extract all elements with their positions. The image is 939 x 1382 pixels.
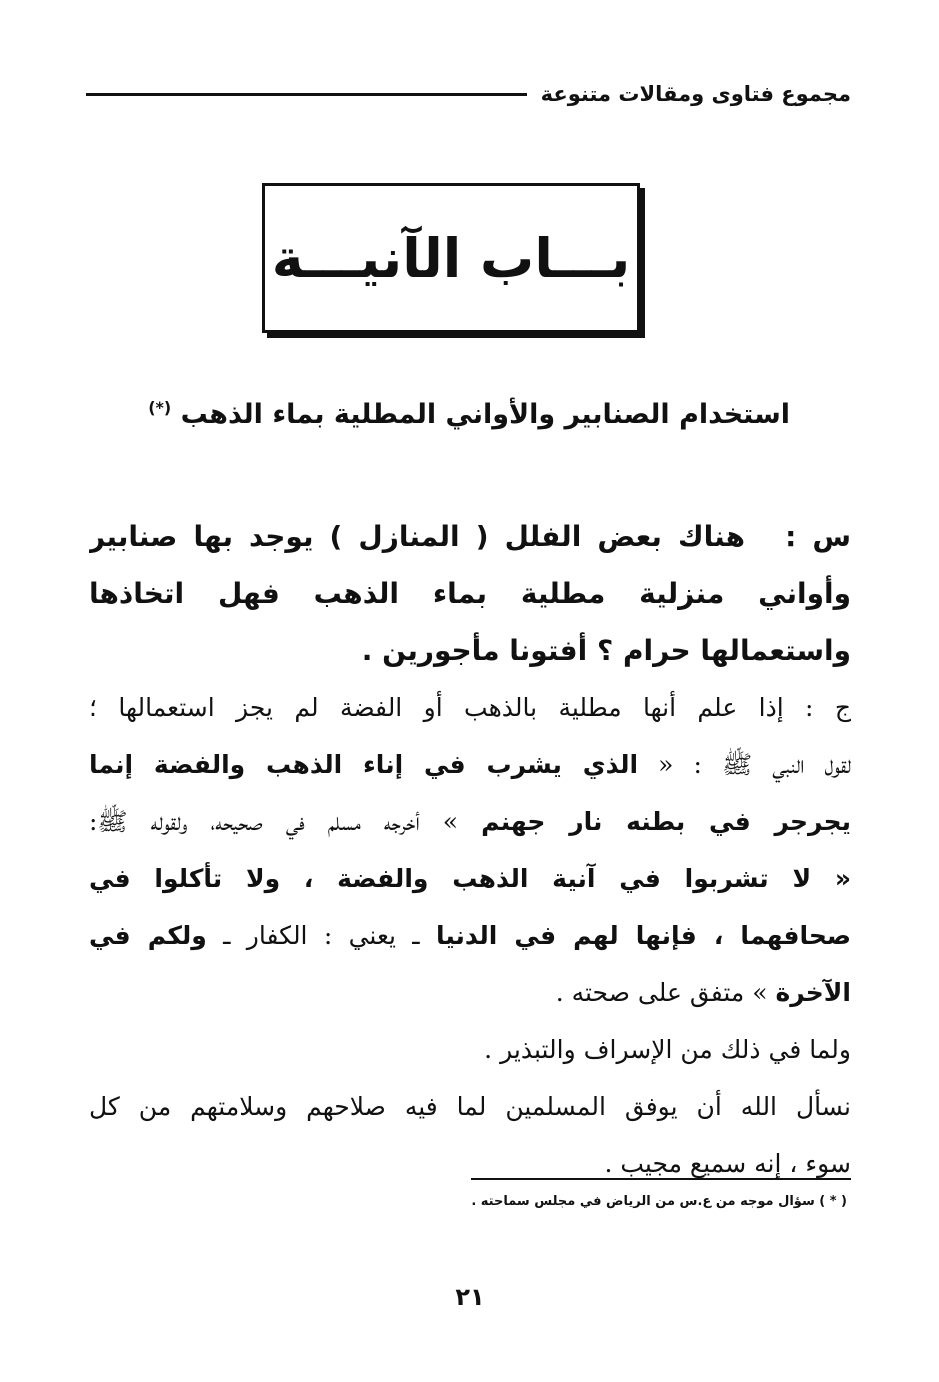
- hadith-quote-2a: صحافهما ، فإنها لهم في الدنيا: [435, 921, 851, 950]
- chapter-title-box: [262, 183, 640, 333]
- answer-line-5: [89, 907, 851, 964]
- answer-line-2-lead: لقول النبي ﷺ : «: [638, 750, 851, 779]
- answer-line-6-tail: » متفق على صحته .: [555, 978, 776, 1007]
- question-text-1: هناك بعض الفلل ( المنازل ) يوجد بها صنابير: [89, 520, 745, 553]
- answer-line-1: ج : إذا علم أنها مطلية بالذهب أو الفضة لم يجز استعمالها ؛: [89, 693, 851, 722]
- answer-line-3: [89, 793, 851, 850]
- hadith-quote-2b: ولكم في: [89, 921, 207, 950]
- question-label: س :: [785, 520, 851, 553]
- answer-line-6: [89, 964, 851, 1021]
- explanatory-aside: ـ يعني : الكفار ـ: [206, 921, 436, 950]
- header-rule: [86, 93, 527, 96]
- answer-line-2: [89, 736, 851, 793]
- chapter-title: بـــاب الآنيـــة: [271, 226, 631, 290]
- answer-line-7: ولما في ذلك من الإسراف والتبذير .: [484, 1035, 851, 1064]
- footnote-rule: [471, 1178, 851, 1180]
- hadith-quote-2c: الآخرة: [775, 978, 851, 1007]
- body-text: [89, 508, 851, 1192]
- footnote: ( * ) سؤال موجه من ع.س من الرياض في مجلس سماحته .: [471, 1194, 847, 1209]
- hadith-quote-1b: يجرجر في بطنه نار جهنم: [481, 807, 851, 836]
- footnote-marker: (*): [148, 398, 172, 417]
- question-heading-text: استخدام الصنابير والأواني المطلية بماء الذهب: [180, 399, 790, 430]
- answer-line-4: « لا تشربوا في آنية الذهب والفضة ، ولا تأكلوا في: [89, 864, 851, 893]
- question-line-1: [89, 508, 851, 565]
- running-title: مجموع فتاوى ومقالات متنوعة: [540, 82, 851, 106]
- running-header: [86, 76, 851, 112]
- answer-line-8: نسأل الله أن يوفق المسلمين لما فيه صلاحهم وسلامتهم من كل: [89, 1092, 851, 1121]
- page-number: ٢١: [455, 1283, 485, 1311]
- hadith-quote-1a: الذي يشرب في إناء الذهب والفضة إنما: [89, 750, 639, 779]
- question-line-2: وأواني منزلية مطلية بماء الذهب فهل اتخاذها: [89, 577, 851, 610]
- answer-line-9: سوء ، إنه سميع مجيب .: [604, 1149, 851, 1178]
- question-line-3: واستعمالها حرام ؟ أفتونا مأجورين .: [361, 634, 851, 667]
- answer-line-3-tail: » أخرجه مسلم في صحيحه، ولقوله ﷺ:: [89, 807, 482, 836]
- question-heading: [150, 398, 790, 430]
